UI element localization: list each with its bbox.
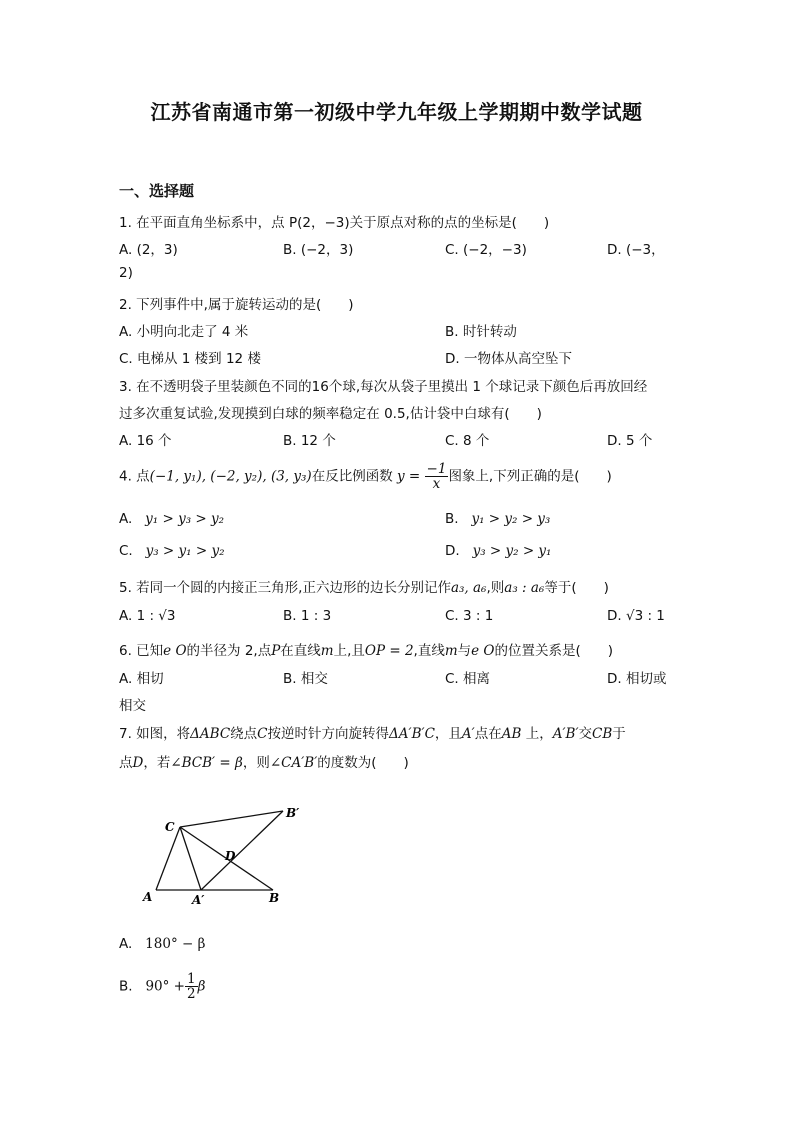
q5-option-b: B. 1 : 3 [283, 608, 332, 624]
q7-stem-line2 [119, 751, 409, 771]
q1-option-d: D. (−3， [607, 242, 665, 258]
q4-function-fraction [425, 462, 449, 491]
q4-option-a-expr: y₁ > y₃ > y₂ [145, 511, 225, 527]
q4-stem-pre: 4. 点 [119, 468, 150, 485]
q7-text-2c: ，则 [242, 755, 270, 771]
q7-option-b-fraction [185, 972, 198, 1001]
q7-option-b-numerator: 1 [186, 971, 196, 987]
q4-option-b-label: B. [445, 511, 459, 527]
q7-option-b-denominator: 2 [186, 986, 196, 1002]
q2-stem: 2. 下列事件中,属于旋转运动的是( ) [119, 297, 354, 313]
q7-angle-bcb1: ∠BCB′ = β [170, 755, 243, 771]
q7-point-c: C [257, 726, 268, 742]
q7-segment-ab: AB [501, 726, 522, 742]
q2-option-b: B. 时针转动 [445, 324, 517, 340]
q3-stem-line1: 3. 在不透明袋子里装颜色不同的16个球,每次从袋子里摸出 1 个球记录下颜色后再放回经 [119, 379, 648, 395]
label-a: A [143, 890, 153, 904]
q4-function-numerator: −1 [426, 461, 447, 477]
q5-stem-post: 等于( ) [544, 580, 609, 596]
q4-option-a [119, 511, 224, 527]
q5-option-c: C. 3 : 1 [445, 608, 494, 624]
q4-points: (−1, y₁), (−2, y₂), (3, y₃) [149, 468, 312, 485]
q4-option-b [445, 511, 550, 527]
q6-point-p: P [271, 643, 281, 659]
q6-stem-1: 6. 已知 [119, 643, 164, 659]
q7-option-b [119, 972, 205, 1001]
q3-option-b: B. 12 个 [283, 433, 336, 449]
q6-circle: e O [163, 643, 187, 659]
q4-option-c [119, 543, 225, 559]
q7-text-2d: 的度数为( ) [317, 755, 409, 771]
q1-option-d-cont: 2) [119, 265, 133, 281]
q7-point-d: D [132, 755, 144, 771]
label-d: D [225, 849, 236, 863]
q3-option-c: C. 8 个 [445, 433, 490, 449]
q6-option-d-cont: 相交 [119, 698, 146, 714]
q6-stem-7: 的位置关系是( ) [494, 643, 614, 659]
q4-function-lhs: y = [397, 468, 421, 485]
q2-option-c: C. 电梯从 1 楼到 12 楼 [119, 351, 261, 367]
q6-op-equation: OP = 2 [364, 643, 414, 659]
q5-option-d: D. √3 : 1 [607, 608, 665, 624]
segment-ca [156, 827, 180, 890]
q4-option-a-label: A. [119, 511, 133, 527]
label-b: B [269, 891, 280, 905]
q4-option-c-label: C. [119, 543, 133, 559]
q4-stem-post: 图象上,下列正确的是( ) [448, 468, 612, 485]
q1-option-a: A. (2，3) [119, 242, 178, 258]
section-heading: 一、选择题 [119, 182, 195, 200]
label-c: C [165, 820, 175, 834]
q7-text-1h: 于 [612, 726, 626, 742]
q7-text-1g: 交 [578, 726, 593, 742]
q4-stem [119, 462, 612, 491]
exam-title: 江苏省南通市第一初级中学九年级上学期期中数学试题 [150, 100, 643, 124]
q4-option-b-expr: y₁ > y₂ > y₃ [471, 511, 551, 527]
q4-option-d [445, 543, 551, 559]
q6-stem-6: 与 [457, 643, 472, 659]
label-b1: B′ [286, 806, 300, 820]
q6-option-d: D. 相切或 [607, 671, 667, 687]
q6-line-m: m [320, 643, 334, 659]
q5-stem-pre: 5. 若同一个圆的内接正三角形,正六边形的边长分别记作 [119, 580, 451, 596]
q7-option-a-label: A. [119, 936, 133, 952]
q6-stem-4: 上,且 [333, 643, 365, 659]
q7-option-a-expr: 180° − β [145, 936, 206, 952]
q7-segment-cb: CB [592, 726, 613, 742]
q5-ratio: a₃ : a₆ [504, 580, 545, 596]
segment-cb1 [180, 811, 283, 827]
q7-angle-ca1b1: ∠CA′B′ [269, 755, 318, 771]
q1-option-b: B. (−2，3) [283, 242, 354, 258]
q6-stem-2: 的半径为 2,点 [186, 643, 272, 659]
segment-ca1 [180, 827, 201, 890]
q5-stem-mid: ,则 [486, 580, 505, 596]
q7-triangle-a1b1c: ΔA′B′C [389, 726, 435, 742]
q4-stem-mid: 在反比例函数 [311, 468, 393, 485]
q7-triangle-abc: ΔABC [190, 726, 231, 742]
q2-option-d: D. 一物体从高空坠下 [445, 351, 572, 367]
q7-text-1b: 绕点 [230, 726, 258, 742]
q6-stem-3: 在直线 [280, 643, 321, 659]
q7-option-b-pre: 90° + [145, 978, 185, 995]
q4-option-c-expr: y₃ > y₁ > y₂ [145, 543, 225, 559]
q6-stem [119, 639, 613, 659]
q1-stem: 1. 在平面直角坐标系中，点 P(2，−3)关于原点对称的点的坐标是( ) [119, 215, 550, 231]
q5-vars: a₃, a₆ [450, 580, 487, 596]
q7-text-2a: 点 [119, 755, 133, 771]
q5-stem [119, 576, 609, 596]
q7-figure [138, 800, 308, 910]
q6-circle-2: e O [471, 643, 495, 659]
q7-text-2b: ，若 [143, 755, 171, 771]
q7-text-1c: 按逆时针方向旋转得 [267, 726, 390, 742]
q2-option-a: A. 小明向北走了 4 米 [119, 324, 249, 340]
q4-option-d-label: D. [445, 543, 460, 559]
q6-stem-5: ,直线 [413, 643, 445, 659]
q6-line-m-2: m [444, 643, 458, 659]
q3-option-a: A. 16 个 [119, 433, 172, 449]
q7-text-1f: 上， [525, 726, 553, 742]
q7-text-1e: 点在 [474, 726, 502, 742]
q7-text-1d: ，且 [434, 726, 462, 742]
q6-option-b: B. 相交 [283, 671, 328, 687]
q4-function-denominator: x [432, 476, 441, 492]
q7-stem-line1 [119, 722, 626, 742]
segment-a1b1 [201, 811, 283, 890]
q7-option-b-label: B. [119, 978, 133, 995]
q7-point-a1: A′ [461, 726, 475, 742]
q6-option-c: C. 相离 [445, 671, 491, 687]
q5-option-a: A. 1 : √3 [119, 608, 176, 624]
q3-option-d: D. 5 个 [607, 433, 653, 449]
q7-segment-a1b1: A′B′ [552, 726, 579, 742]
q4-option-d-expr: y₃ > y₂ > y₁ [472, 543, 552, 559]
q7-option-a [119, 936, 205, 952]
q7-option-b-beta: β [197, 978, 206, 995]
q1-option-c: C. (−2，−3) [445, 242, 527, 258]
label-a1: A′ [192, 893, 205, 907]
q3-stem-line2: 过多次重复试验,发现摸到白球的频率稳定在 0.5,估计袋中白球有( ) [119, 406, 542, 422]
q7-text-1a: 7. 如图，将 [119, 726, 191, 742]
q6-option-a: A. 相切 [119, 671, 164, 687]
